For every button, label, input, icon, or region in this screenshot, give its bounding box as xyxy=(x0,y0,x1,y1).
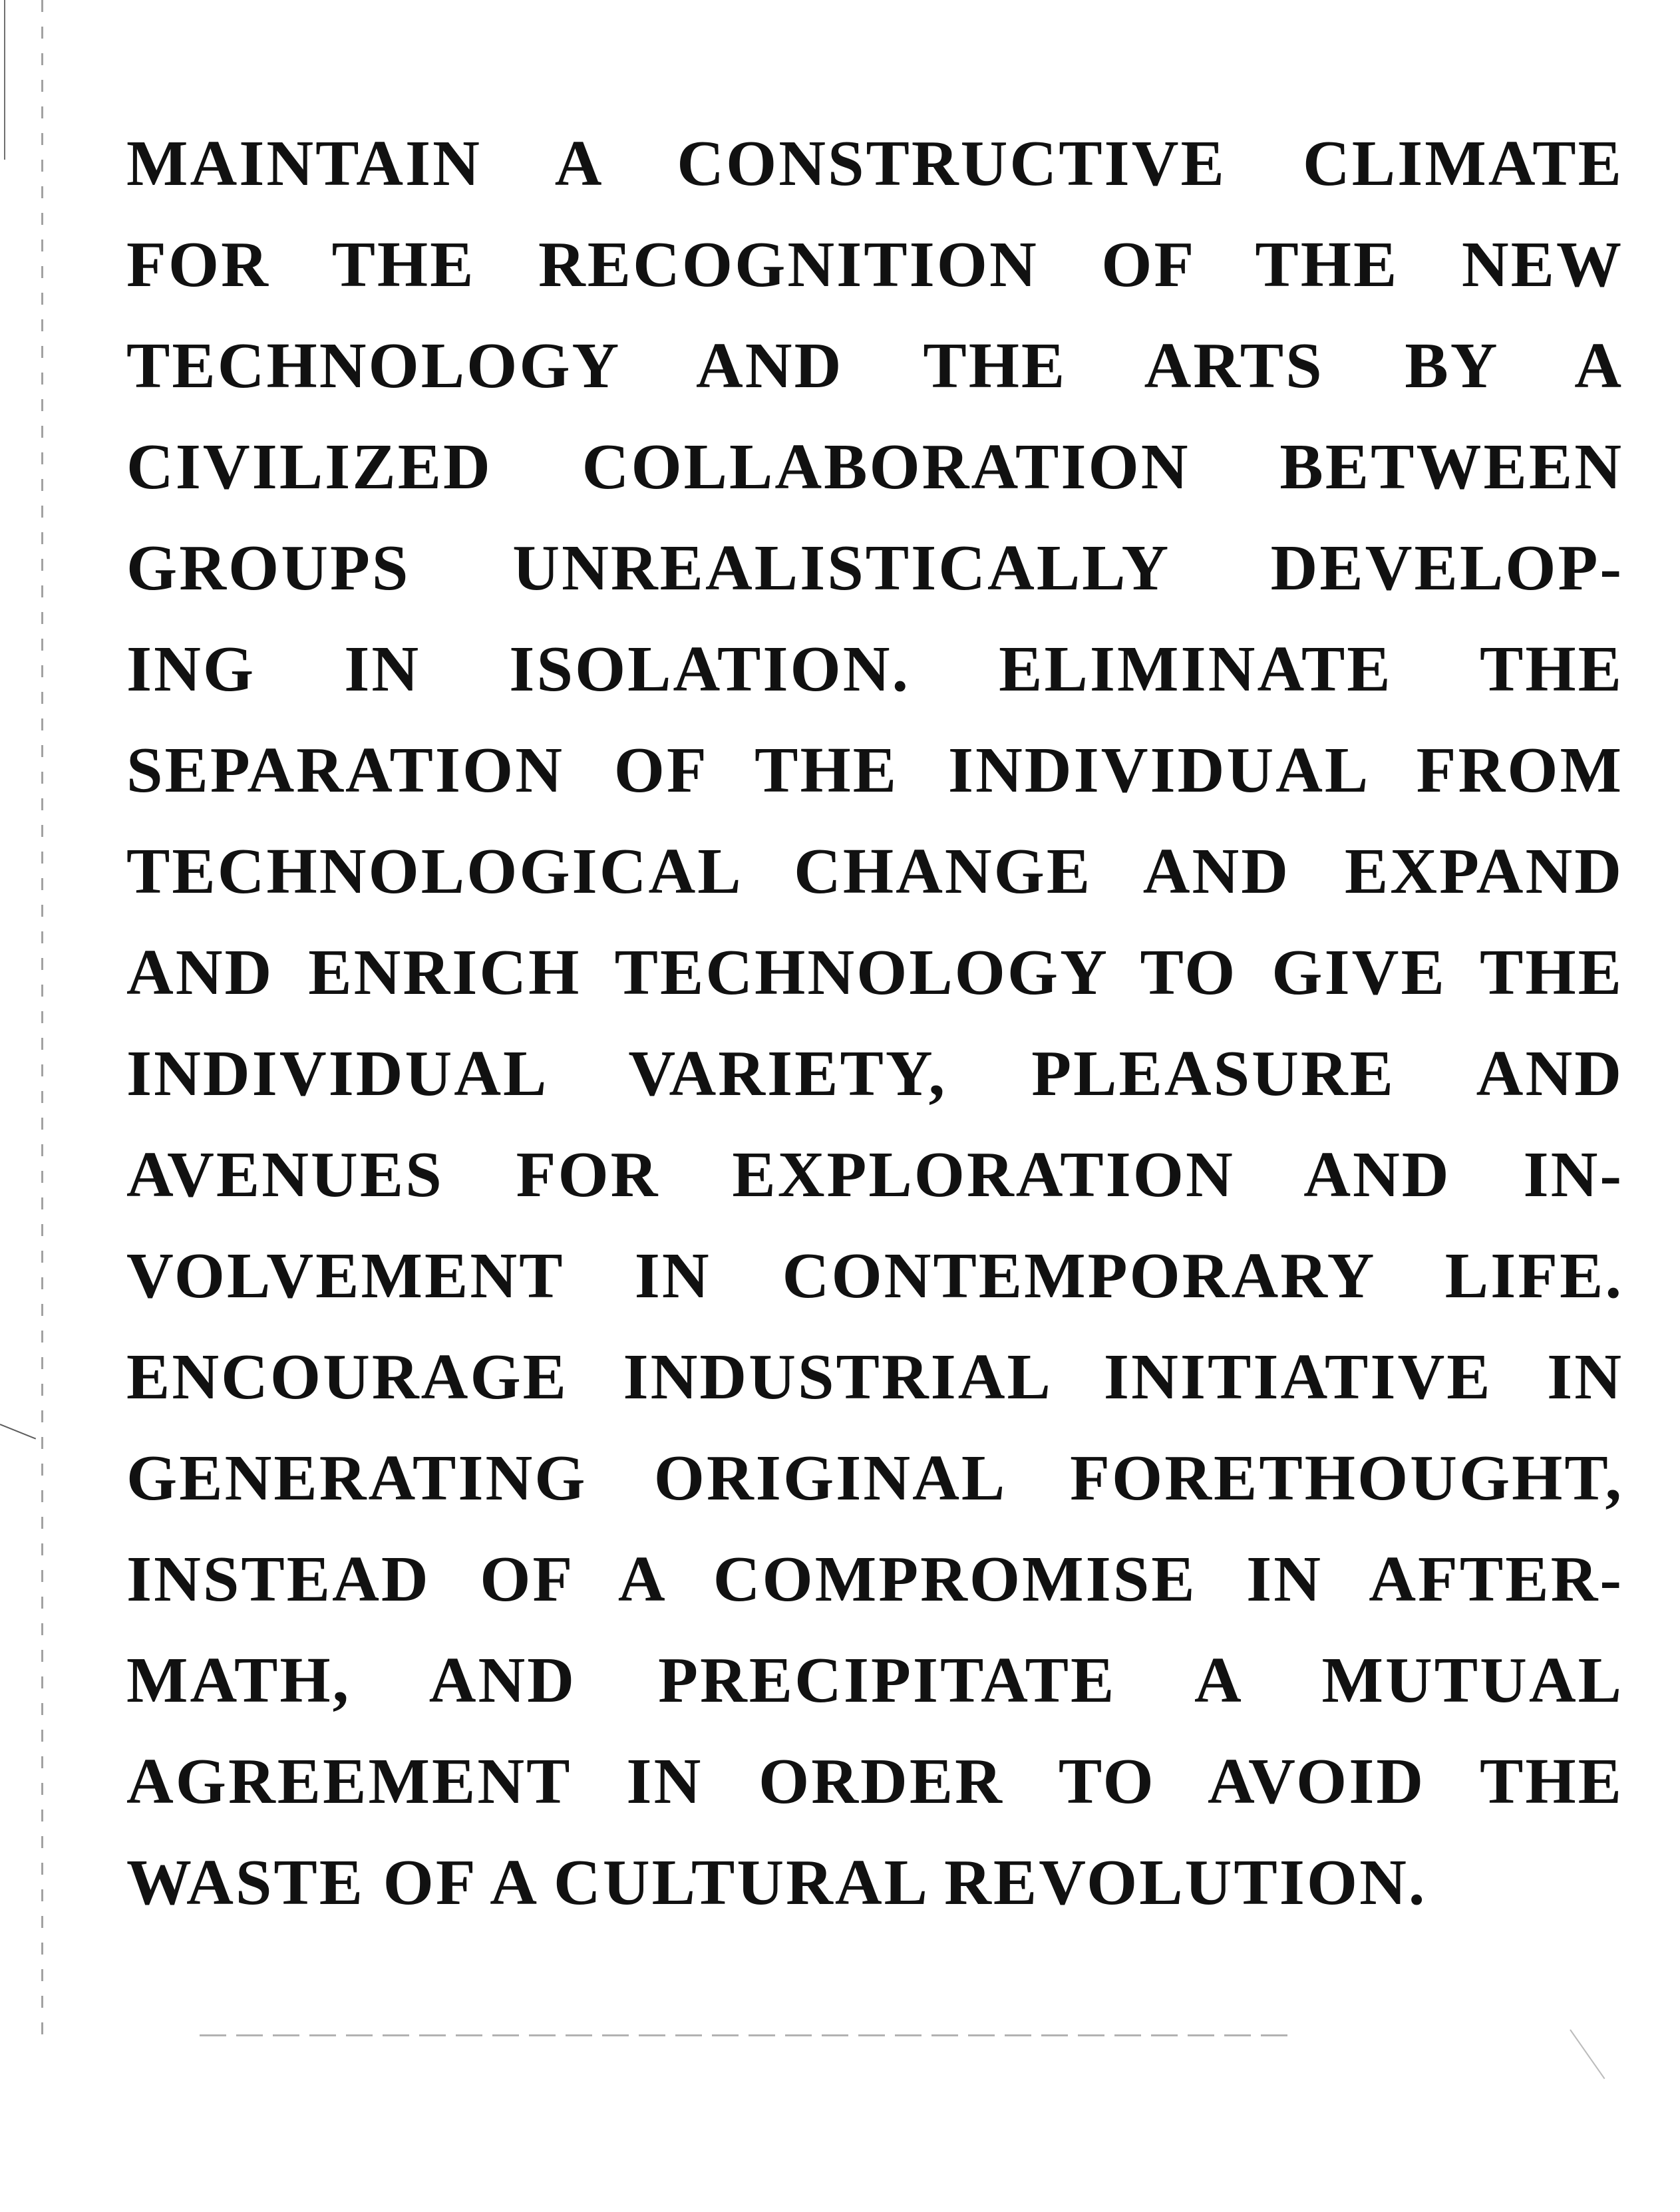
text-line: ING IN ISOLATION. ELIMINATE THE xyxy=(126,633,1623,705)
text-line: GROUPS UNREALISTICALLY DEVELOP- xyxy=(126,532,1623,604)
scan-left-border xyxy=(41,0,43,2036)
scan-edge-mark xyxy=(4,0,5,160)
text-line: MATH, AND PRECIPITATE A MUTUAL xyxy=(126,1645,1623,1716)
text-line: SEPARATION OF THE INDIVIDUAL FROM xyxy=(126,734,1623,806)
text-line: TECHNOLOGY AND THE ARTS BY A xyxy=(126,330,1623,402)
text-line: AVENUES FOR EXPLORATION AND IN- xyxy=(126,1139,1623,1211)
text-line: INSTEAD OF A COMPROMISE IN AFTER- xyxy=(126,1543,1623,1615)
text-line: AND ENRICH TECHNOLOGY TO GIVE THE xyxy=(126,937,1623,1009)
text-line: GENERATING ORIGINAL FORETHOUGHT, xyxy=(126,1442,1623,1514)
text-line: CIVILIZED COLLABORATION BETWEEN xyxy=(126,431,1623,503)
text-line: WASTE OF A CULTURAL REVOLUTION. xyxy=(126,1847,1427,1919)
scan-corner-mark xyxy=(1570,2029,1605,2079)
text-line: FOR THE RECOGNITION OF THE NEW xyxy=(126,229,1623,301)
text-line: INDIVIDUAL VARIETY, PLEASURE AND xyxy=(126,1038,1623,1110)
text-line: ENCOURAGE INDUSTRIAL INITIATIVE IN xyxy=(126,1341,1623,1413)
text-line: VOLVEMENT IN CONTEMPORARY LIFE. xyxy=(126,1240,1623,1312)
manifesto-text xyxy=(126,113,1623,1933)
text-line: MAINTAIN A CONSTRUCTIVE CLIMATE xyxy=(126,128,1623,200)
text-line: AGREEMENT IN ORDER TO AVOID THE xyxy=(126,1746,1623,1817)
text-line: TECHNOLOGICAL CHANGE AND EXPAND xyxy=(126,836,1623,907)
scan-bottom-line xyxy=(200,2034,1297,2036)
scan-tick-mark xyxy=(0,1424,36,1440)
